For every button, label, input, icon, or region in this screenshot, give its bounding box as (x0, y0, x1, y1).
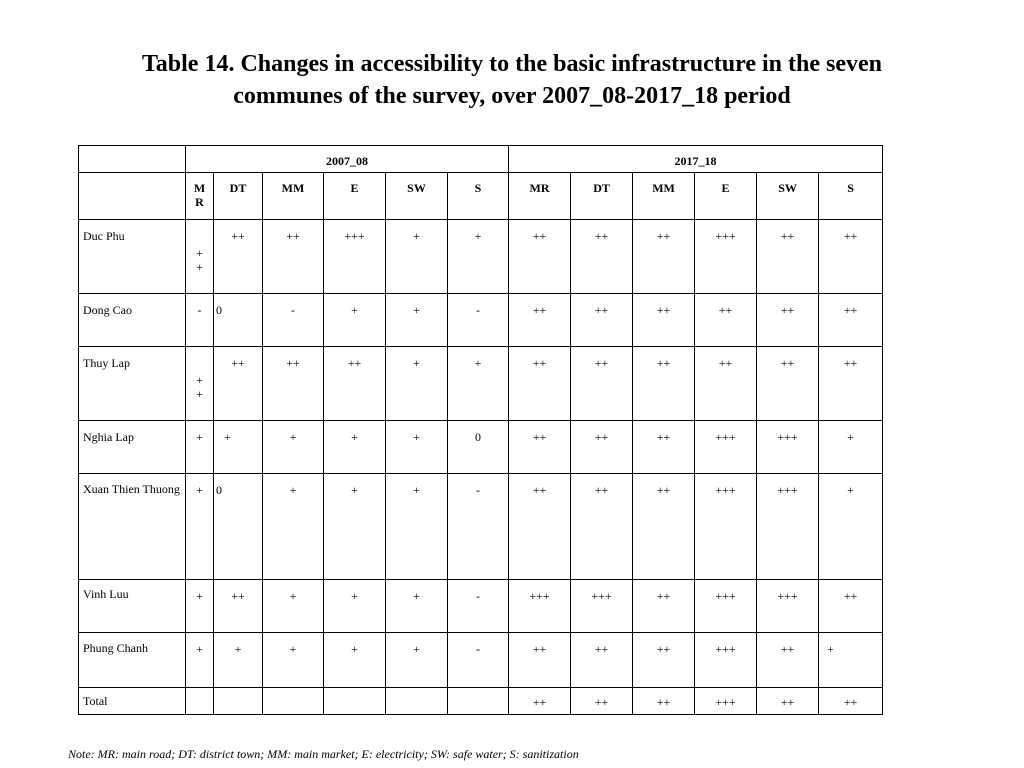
commune-name: Xuan Thien Thuong (79, 474, 186, 580)
table-cell: + (324, 633, 386, 688)
table-cell: +++ (695, 580, 757, 633)
table-cell: + (386, 220, 448, 294)
table-cell: + (263, 474, 324, 580)
header-2017-dt: DT (571, 173, 633, 220)
table-note: Note: MR: main road; DT: district town; MM: main market; E: electricity; SW: safe water; S: sanitization (68, 747, 579, 761)
table-cell: - (448, 633, 509, 688)
table-cell: ++ (571, 688, 633, 715)
header-2017-sw: SW (757, 173, 819, 220)
table-cell: ++ (633, 294, 695, 347)
table-cell: 0 (448, 421, 509, 474)
accessibility-table (78, 145, 883, 715)
table-title (60, 48, 964, 112)
table-cell: +++ (695, 474, 757, 580)
commune-name: Phung Chanh (79, 633, 186, 688)
table-cell: ++ (214, 580, 263, 633)
table-cell: ++ (571, 474, 633, 580)
commune-name: Thuy Lap (79, 347, 186, 421)
title-line-1: Table 14. Changes in accessibility to the basic infrastructure in the seven (141, 51, 882, 77)
table-cell: + (448, 220, 509, 294)
table-row (79, 633, 883, 688)
table-row (79, 474, 883, 580)
table-cell: - (448, 294, 509, 347)
table-cell: + (214, 421, 263, 474)
table-cell: - (448, 580, 509, 633)
commune-name: Nghia Lap (79, 421, 186, 474)
table-cell: ++ (819, 294, 883, 347)
header-2007-mm: MM (263, 173, 324, 220)
table-cell: ++ (819, 220, 883, 294)
table-cell: + (263, 580, 324, 633)
table-cell: + (386, 347, 448, 421)
table-cell: + (386, 580, 448, 633)
period-2017: 2017_18 (509, 146, 883, 173)
corner-cell (79, 146, 186, 173)
table-cell (324, 688, 386, 715)
title-line-2: communes of the survey, over 2007_08-2017_18 period (233, 83, 791, 109)
table-cell: + (324, 421, 386, 474)
table-cell: + (186, 421, 214, 474)
table-cell: ++ (509, 220, 571, 294)
table-cell: ++ (695, 347, 757, 421)
table-cell: ++ (633, 688, 695, 715)
table-cell: ++ (509, 633, 571, 688)
table-cell: ++ (509, 294, 571, 347)
period-2007: 2007_08 (186, 146, 509, 173)
table-cell: + (324, 294, 386, 347)
table-cell: +++ (695, 633, 757, 688)
table-cell: + (819, 474, 883, 580)
table-cell: ++ (633, 633, 695, 688)
table-cell (263, 688, 324, 715)
table-cell: ++ (571, 294, 633, 347)
table-cell: ++ (509, 474, 571, 580)
table-cell: - (263, 294, 324, 347)
table-cell: + (324, 580, 386, 633)
commune-name: Duc Phu (79, 220, 186, 294)
table-cell: ++ (324, 347, 386, 421)
table-cell: ++ (819, 688, 883, 715)
table-row (79, 294, 883, 347)
table-cell: 0 (214, 294, 263, 347)
table-cell: + (186, 474, 214, 580)
table-cell (448, 688, 509, 715)
header-2017-mm: MM (633, 173, 695, 220)
table-cell: +++ (695, 421, 757, 474)
table-cell: +++ (324, 220, 386, 294)
table-cell: +++ (695, 220, 757, 294)
table-cell: + (819, 421, 883, 474)
table-cell: ++ (633, 220, 695, 294)
header-2007-e: E (324, 173, 386, 220)
table-cell: ++ (263, 220, 324, 294)
table-cell: +++ (757, 421, 819, 474)
table-cell: ++ (757, 633, 819, 688)
header-2017-e: E (695, 173, 757, 220)
header-2017-mr: MR (509, 173, 571, 220)
header-2007-dt: DT (214, 173, 263, 220)
table-row (79, 220, 883, 294)
table-cell: ++ (633, 580, 695, 633)
table-cell: ++ (633, 347, 695, 421)
table-cell: + (263, 421, 324, 474)
table-row (79, 421, 883, 474)
corner-cell-2 (79, 173, 186, 220)
table-cell: ++ (757, 220, 819, 294)
table-cell: + + (186, 220, 214, 294)
total-label: Total (79, 688, 186, 715)
table-cell: + + (186, 347, 214, 421)
table-cell: + (386, 294, 448, 347)
table-row (79, 580, 883, 633)
header-2007-sw: SW (386, 173, 448, 220)
table-cell: + (386, 633, 448, 688)
commune-name: Dong Cao (79, 294, 186, 347)
table-cell: - (186, 294, 214, 347)
table-cell: ++ (509, 688, 571, 715)
table-cell: +++ (757, 580, 819, 633)
table-cell: + (448, 347, 509, 421)
table-cell (186, 688, 214, 715)
period-header-row (79, 146, 883, 173)
commune-name: Vinh Luu (79, 580, 186, 633)
table-cell: 0 (214, 474, 263, 580)
table-cell: + (386, 421, 448, 474)
table-row (79, 347, 883, 421)
table-cell: +++ (571, 580, 633, 633)
table-cell: ++ (819, 347, 883, 421)
table-cell: ++ (633, 421, 695, 474)
table-cell: ++ (263, 347, 324, 421)
total-row (79, 688, 883, 715)
header-2007-mr: M R (186, 173, 214, 220)
table-cell: + (386, 474, 448, 580)
table-cell: - (448, 474, 509, 580)
table-cell: ++ (757, 688, 819, 715)
table-cell: ++ (695, 294, 757, 347)
table-cell: + (263, 633, 324, 688)
table-cell: ++ (571, 220, 633, 294)
table-cell: ++ (509, 421, 571, 474)
table-cell: ++ (214, 347, 263, 421)
table-cell: +++ (509, 580, 571, 633)
table-cell: + (819, 633, 883, 688)
table-cell: ++ (214, 220, 263, 294)
table-cell: ++ (819, 580, 883, 633)
header-2017-s: S (819, 173, 883, 220)
table-cell (386, 688, 448, 715)
table-cell: ++ (571, 347, 633, 421)
table-cell: + (186, 580, 214, 633)
table-cell: +++ (695, 688, 757, 715)
table-cell: ++ (571, 421, 633, 474)
header-2007-s: S (448, 173, 509, 220)
table-cell (214, 688, 263, 715)
table-cell: ++ (757, 347, 819, 421)
indicator-header-row (79, 173, 883, 220)
table-cell: ++ (509, 347, 571, 421)
table-cell: + (214, 633, 263, 688)
table-cell: ++ (757, 294, 819, 347)
table-cell: + (324, 474, 386, 580)
table-cell: ++ (633, 474, 695, 580)
table-cell: +++ (757, 474, 819, 580)
table-cell: ++ (571, 633, 633, 688)
table-cell: + (186, 633, 214, 688)
